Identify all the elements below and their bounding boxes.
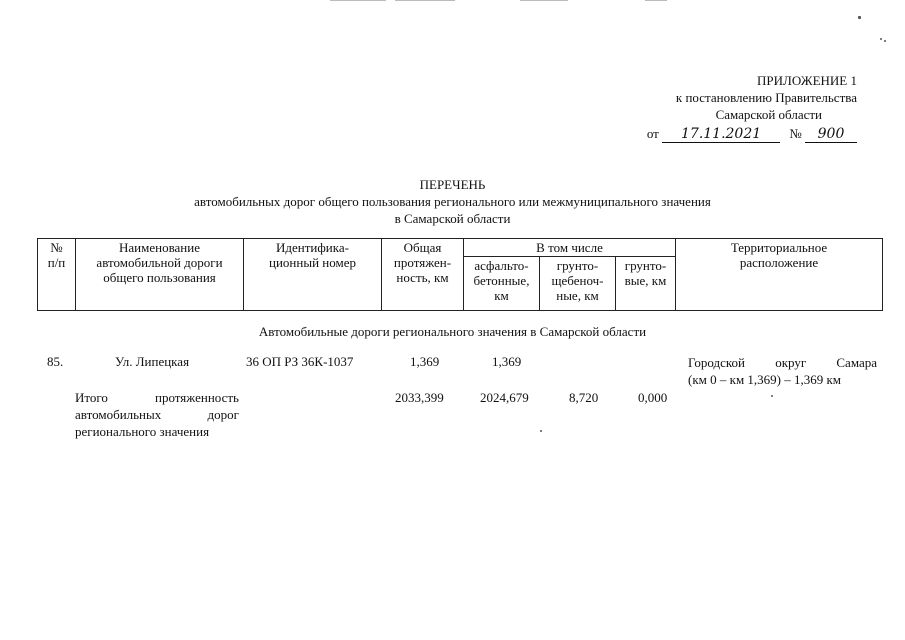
- header-text: Территориальное: [730, 240, 828, 255]
- total-label-2: автомобильных дорог: [75, 407, 239, 422]
- header-text: щебеноч-: [551, 273, 604, 288]
- scan-speck: [880, 38, 882, 40]
- total-dirt: 0,000: [638, 390, 668, 405]
- scan-artifact: [330, 0, 386, 1]
- appendix-title: ПРИЛОЖЕНИЕ 1: [757, 73, 857, 88]
- header-text: ционный номер: [269, 255, 356, 270]
- header-col-dirt: [616, 257, 676, 311]
- header-col-number: [38, 239, 76, 311]
- document-title: ПЕРЕЧЕНЬ: [419, 177, 486, 192]
- header-text: п/п: [47, 255, 66, 270]
- scan-speck: [884, 40, 886, 42]
- row-asphalt: 1,369: [492, 354, 522, 369]
- scan-artifact: [645, 0, 667, 1]
- row-number: 85.: [47, 354, 64, 369]
- header-col-length: [382, 239, 464, 311]
- header-group-including: В том числе: [464, 239, 676, 257]
- date-value: 17.11.2021: [662, 127, 780, 143]
- scan-speck: [771, 395, 773, 397]
- appendix-line-1: к постановлению Правительства: [675, 90, 857, 105]
- header-text: грунто-: [556, 258, 599, 273]
- header-col-location: [676, 239, 883, 311]
- scan-speck: [858, 16, 861, 19]
- total-label-1: Итого протяженность: [75, 390, 239, 405]
- header-col-id: [244, 239, 382, 311]
- scan-speck: [540, 430, 542, 432]
- section-title: Автомобильные дороги регионального значения в Самарской области: [258, 324, 647, 339]
- appendix-block: [597, 72, 857, 143]
- table-header: [37, 238, 883, 311]
- header-text: асфальто-: [474, 258, 529, 273]
- appendix-line-2: Самарской области: [715, 107, 822, 122]
- header-text: км: [494, 288, 509, 303]
- total-label-3: регионального значения: [75, 424, 210, 439]
- document-subtitle-1: автомобильных дорог общего пользования регионального или межмуниципального значения: [194, 194, 711, 209]
- total-asphalt: 2024,679: [480, 390, 529, 405]
- header-text: грунто-: [624, 258, 667, 273]
- row-location-1: Городской округ Самара: [688, 355, 877, 370]
- header-text: Наименование: [119, 240, 200, 255]
- document-subtitle-2: в Самарской области: [394, 211, 511, 226]
- header-text: ность, км: [396, 270, 449, 285]
- scan-artifact: [520, 0, 568, 1]
- number-prefix: №: [789, 126, 802, 141]
- appendix-date-line: [597, 125, 857, 143]
- scan-artifact: [395, 0, 455, 1]
- header-col-name: [76, 239, 244, 311]
- header-col-asphalt: [464, 257, 540, 311]
- row-length: 1,369: [410, 354, 440, 369]
- row-road-name: Ул. Липецкая: [115, 354, 190, 369]
- header-text: бетонные,: [473, 273, 530, 288]
- header-text: расположение: [739, 255, 819, 270]
- header-col-gravel: [540, 257, 616, 311]
- number-value: 900: [805, 127, 857, 143]
- header-text: автомобильной дороги: [96, 255, 223, 270]
- total-gravel: 8,720: [569, 390, 599, 405]
- row-location-2: (км 0 – км 1,369) – 1,369 км: [688, 372, 842, 387]
- header-text: ные, км: [556, 288, 599, 303]
- row-id: 36 ОП РЗ 36К-1037: [246, 354, 354, 369]
- header-text: №: [50, 240, 63, 255]
- header-text: Общая: [403, 240, 442, 255]
- date-prefix: от: [646, 126, 659, 141]
- header-text: протяжен-: [393, 255, 452, 270]
- header-text: общего пользования: [103, 270, 216, 285]
- total-length: 2033,399: [395, 390, 444, 405]
- header-text: Идентифика-: [276, 240, 349, 255]
- header-text: вые, км: [624, 273, 667, 288]
